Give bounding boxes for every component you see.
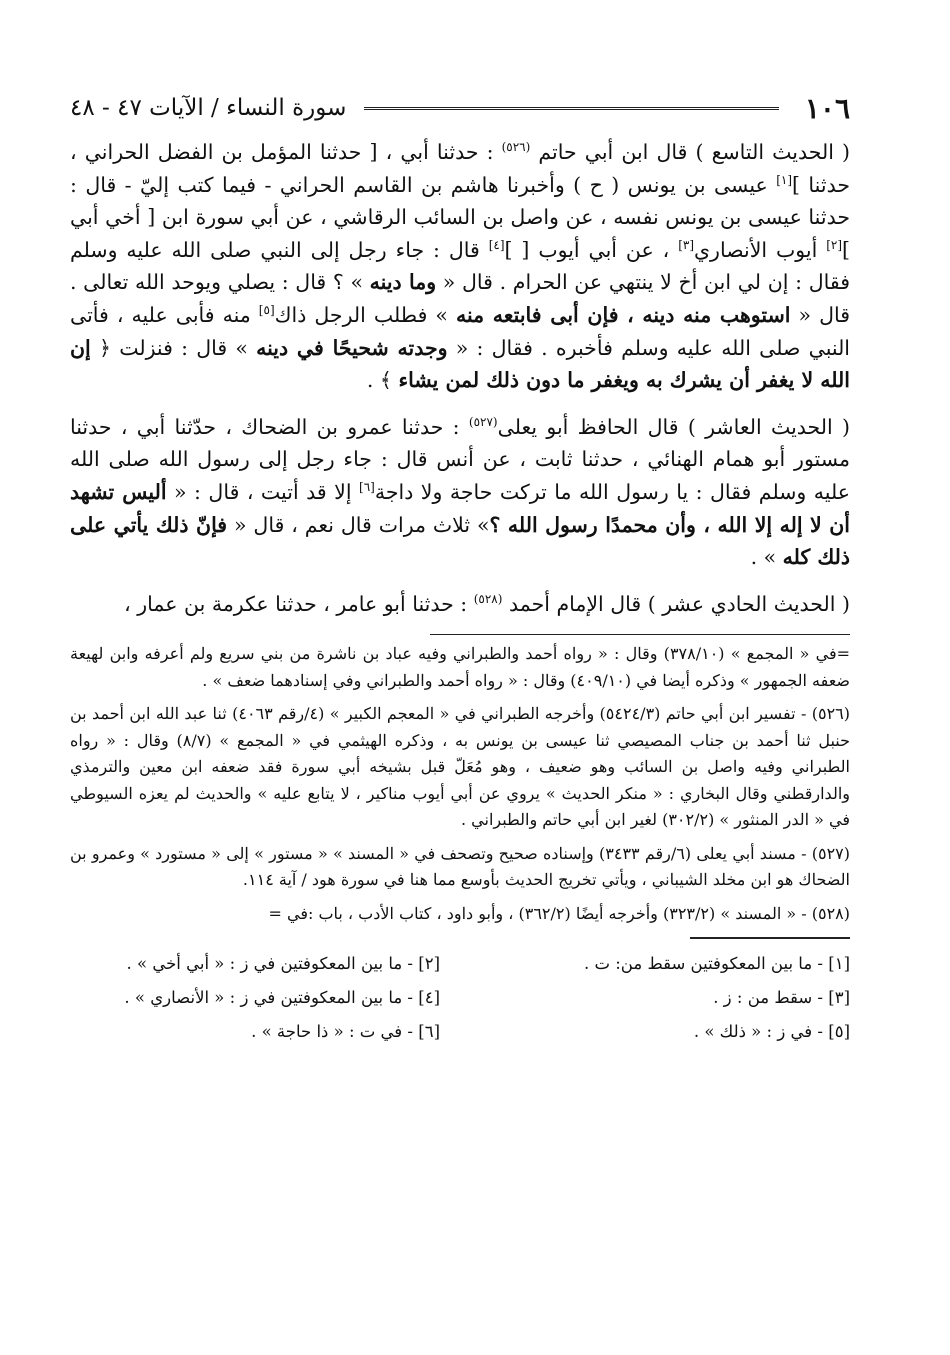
text-run: » ؟ قال : يصلي ويوحد الله تعالى . قال « bbox=[70, 270, 851, 327]
variant-note: [٦] - في ت : « ذا حاجة » . bbox=[251, 1022, 440, 1042]
text-run: ( الحديث الحادي عشر ) قال الإمام أحمد bbox=[502, 591, 850, 616]
variant-ref: [٣] bbox=[678, 237, 695, 252]
variants-rule bbox=[690, 937, 850, 939]
variant-note: [٣] - سقط من : ز . bbox=[713, 988, 850, 1008]
prophetic-speech: فإنّ ذلك يأتي على ذلك كله bbox=[70, 512, 850, 570]
variant-ref: [٤] bbox=[488, 237, 505, 252]
text-run: قال : جاء رجل إلى النبي صلى الله عليه وسلم فقال : إن لي ابن أخ لا ينتهي عن الحرام . قال « bbox=[70, 237, 851, 295]
variant-ref: [٦] bbox=[359, 480, 375, 495]
footnote-continued: =في « المجمع » (٣٧٨/١٠) وقال : « رواه أحمد والطبراني وفيه عباد بن ناشرة من بني سريع ولم أعرفه وابن لهيعة ضعفه الجمهور » وذكره أيضا في (٤٠٩/١٠) وقال : « رواه أحمد والطبراني وفي إسنادهما ضعف » . bbox=[70, 644, 851, 690]
prophetic-speech: استوهب منه دينه ، فإن أبى فابتعه منه bbox=[455, 302, 791, 327]
text-run: : حدثنا أبو عامر ، حدثنا عكرمة بن عمار ، bbox=[124, 591, 474, 616]
footnote-ref: (٥٢٨) bbox=[473, 591, 503, 606]
text-run: ( الحديث العاشر ) قال الحافظ أبو يعلى bbox=[497, 414, 851, 439]
hadith-10-paragraph bbox=[70, 411, 850, 574]
text-run: » . bbox=[750, 545, 783, 570]
text-run: » فطلب الرجل ذاك bbox=[274, 302, 456, 327]
hadith-9-paragraph bbox=[70, 136, 850, 397]
quran-verse: إن الله لا يغفر أن يشرك به ويغفر ما دون ذلك لمن يشاء bbox=[70, 335, 850, 393]
text-run: منه فأبى عليه ، فأتى النبي صلى الله عليه وسلم فأخبره . فقال : « bbox=[70, 302, 851, 360]
hadith-11-paragraph bbox=[70, 588, 850, 621]
text-run: عيسى بن يونس ( ح ) وأخبرنا هاشم بن القاسم الحراني - فيما كتب إليّ - قال : حدثنا عيسى بن يونس نفسه ، عن واصل بن السائب الرقاشي ، عن أبي سورة ابن [ أخي أبي ] bbox=[70, 172, 851, 262]
text-run: : حدثنا أبي ، [ حدثنا المؤمل بن الفضل الحراني ، حدثنا ] bbox=[70, 140, 851, 197]
text-run: : حدثنا عمرو بن الضحاك ، حدّثنا أبي ، حدثنا مستور أبو همام الهنائي ، حدثنا ثابت ، عن أنس قال : جاء رجل إلى رسول الله صلى الله عليه وسلم فقال : يا رسول الله ما تركت حاجة ولا داجة bbox=[70, 414, 850, 504]
text-run: ، عن أبي أيوب [ ] bbox=[504, 237, 679, 262]
text-run: » قال : فنزلت ﴿ bbox=[90, 335, 257, 360]
footnote-rule bbox=[430, 634, 850, 635]
footnote-528: (٥٢٨) - « المسند » (٣٢٣/٢) وأخرجه أيضًا (٣٦٢/٢) ، وأبو داود ، كتاب الأدب ، باب :في = bbox=[268, 903, 850, 923]
footnote-ref: (٥٢٦) bbox=[501, 140, 531, 155]
footnote-526: (٥٢٦) - تفسير ابن أبي حاتم (٥٤٢٤/٣) وأخرجه الطبراني في « المعجم الكبير » (٤/رقم ٤٠٦٣) ثنا عبد الله ابن أحمد بن حنبل ثنا أحمد بن جناب المصيصي ثنا عيسى بن يونس به ، وذكره الهيثمي في « المجمع » (٨/٧) وقال : « رواه الطبراني وفيه واصل بن السائب وهو ضعيف ، وهو مُعَلّ قبل بشيخه أبي سورة فقد ضعفه ابن معين والترمذي والدارقطني وقال البخاري : « منكر الحديث » يروي عن أبي أيوب مناكير ، لا يتابع عليه » والحديث لم يعزه السيوطي في « الدر المنثور » (٣٠٢/٢) لغير ابن أبي حاتم والطبراني . bbox=[70, 704, 851, 830]
manuscript-variants bbox=[70, 951, 850, 1045]
header-rule bbox=[364, 107, 778, 110]
variant-note: [٤] - ما بين المعكوفتين في ز : « الأنصاري » . bbox=[124, 988, 440, 1008]
text-run: أيوب الأنصاري bbox=[694, 237, 827, 262]
footnotes bbox=[70, 641, 850, 927]
text-run: إلا قد أتيت ، قال : « bbox=[166, 479, 360, 504]
variant-note: [٢] - ما بين المعكوفتين في ز : « أبي أخي » . bbox=[126, 954, 440, 974]
text-run: ﴾ . bbox=[366, 368, 399, 393]
footnote-ref: (٥٢٧) bbox=[468, 414, 498, 429]
prophetic-speech: أليس تشهد أن لا إله إلا الله ، وأن محمدًا رسول الله ؟ bbox=[70, 479, 850, 537]
text-run: » ثلاث مرات قال نعم ، قال « bbox=[227, 512, 490, 537]
book-page bbox=[70, 88, 850, 1045]
running-head: سورة النساء / الآيات ٤٧ - ٤٨ bbox=[70, 95, 347, 121]
prophetic-speech: وجدته شحيحًا في دينه bbox=[256, 335, 448, 360]
variant-ref: [٢] bbox=[826, 237, 843, 252]
variant-ref: [٥] bbox=[258, 303, 275, 318]
page-number: ١٠٦ bbox=[804, 91, 850, 125]
text-run: ( الحديث التاسع ) قال ابن أبي حاتم bbox=[530, 140, 850, 164]
variant-note: [٥] - في ز : « ذلك » . bbox=[693, 1022, 850, 1042]
variant-note: [١] - ما بين المعكوفتين سقط من: ت . bbox=[583, 954, 850, 974]
footnote-527: (٥٢٧) - مسند أبي يعلى (٦/رقم ٣٤٣٣) وإسناده صحيح وتصحف في « المسند » « مستور » إلى « مستورد » وعمرو بن الضحاك هو ابن مخلد الشيباني ، ويأتي تخريج الحديث بأوسع مما هنا في سورة هود / آية ١١٤. bbox=[70, 843, 851, 890]
prophetic-speech: وما دينه bbox=[369, 270, 437, 295]
page-header bbox=[70, 88, 850, 128]
main-text bbox=[70, 136, 850, 620]
variant-ref: [١] bbox=[776, 172, 793, 187]
